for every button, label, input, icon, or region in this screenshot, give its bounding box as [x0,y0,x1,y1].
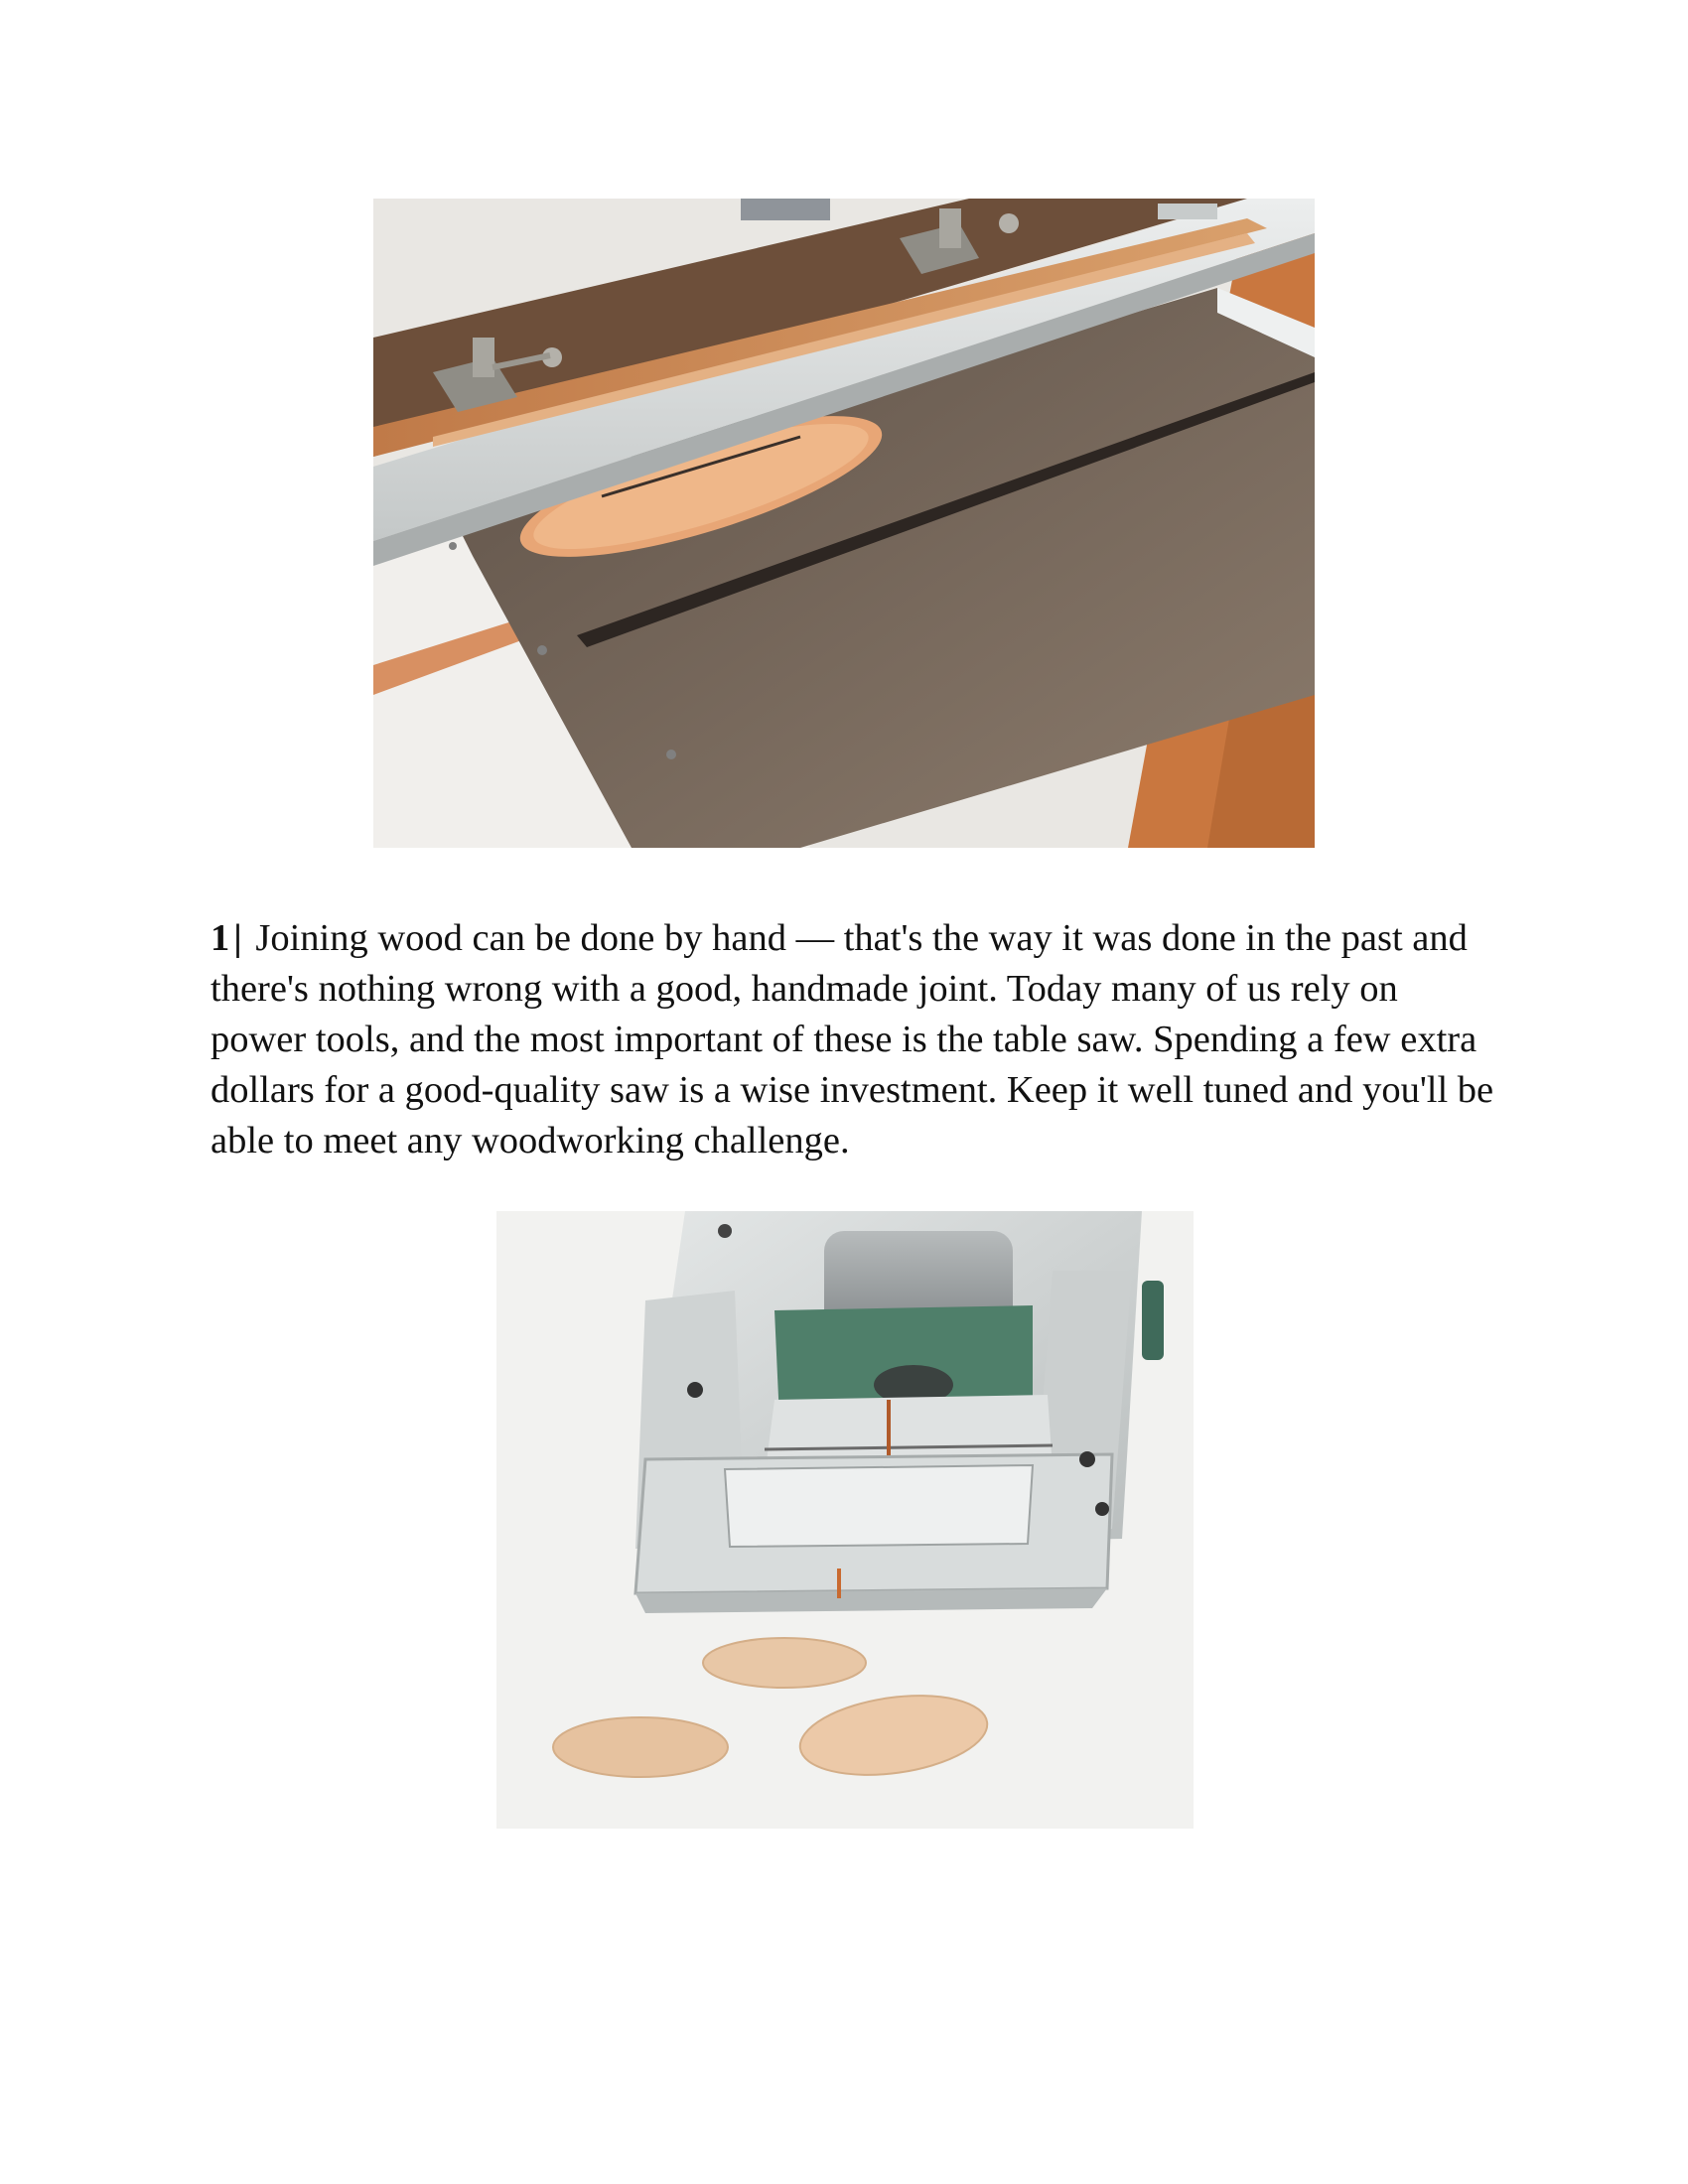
table-saw-illustration [373,199,1315,848]
biscuit-joiner-photo [496,1211,1194,1829]
biscuit-joiner-illustration [496,1211,1194,1829]
figure-caption [211,913,1501,1166]
caption-number: 1 [211,917,230,959]
caption-separator: | [233,917,242,959]
caption-text: Joining wood can be done by hand — that's the way it was done in the past and there's nothing wrong with a good, handmade joint. Today many of us rely on power tools, and the most important of these is the table saw. Spending a few extra dollars for a good-quality saw is a wise investment. Keep it well tuned and you'll be able to meet any woodworking challenge. [211,917,1494,1161]
table-saw-photo [373,199,1315,848]
